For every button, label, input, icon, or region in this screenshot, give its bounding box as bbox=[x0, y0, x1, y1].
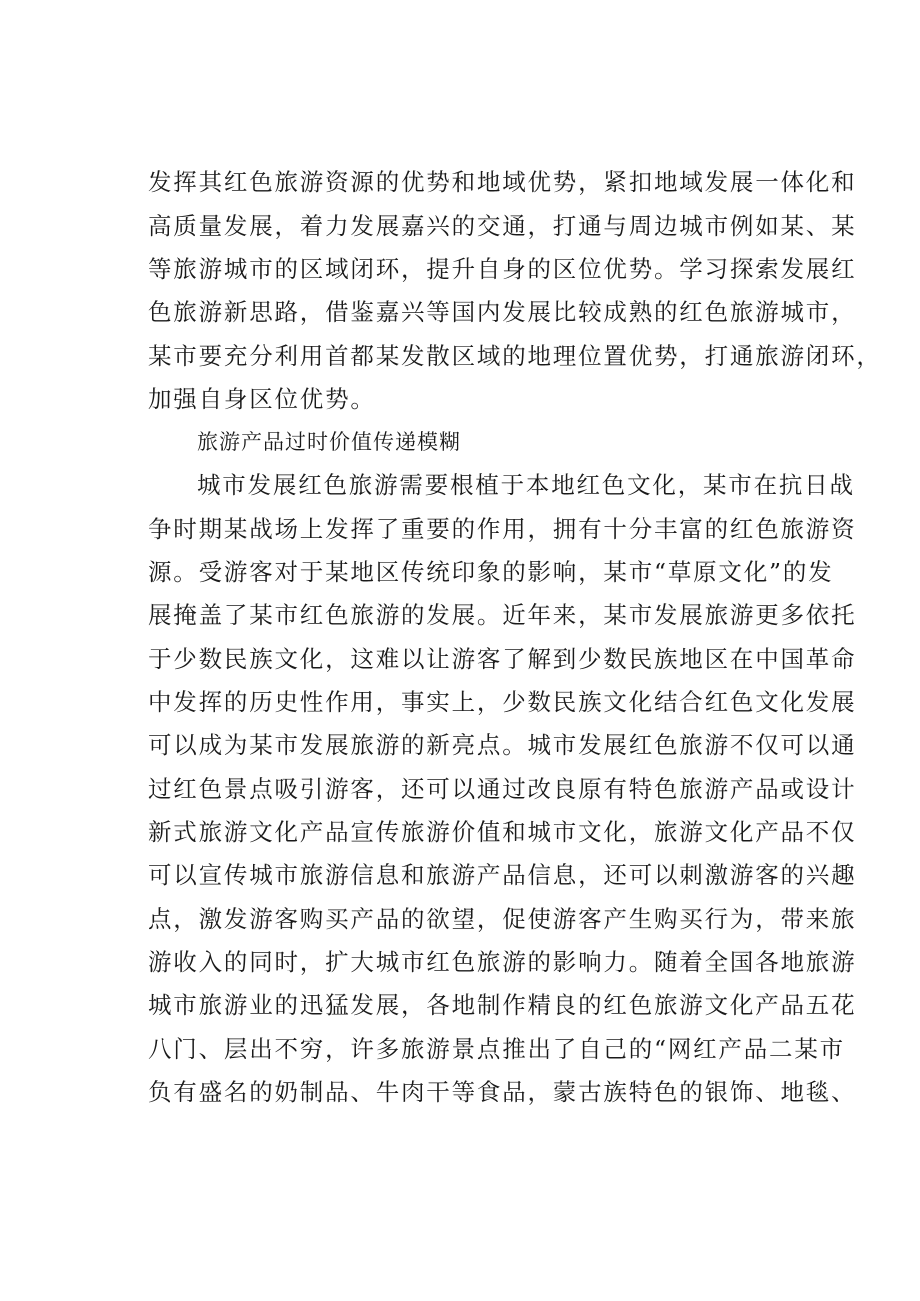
paragraph-1-line: 高质量发展，着力发展嘉兴的交通，打通与周边城市例如某、某 bbox=[148, 212, 857, 240]
paragraph-2-line: 新式旅游文化产品宣传旅游价值和城市文化，旅游文化产品不仅 bbox=[148, 818, 857, 846]
paragraph-2-line: 城市旅游业的迅猛发展，各地制作精良的红色旅游文化产品五花 bbox=[148, 991, 857, 1019]
paragraph-1-line: 色旅游新思路，借鉴嘉兴等国内发展比较成熟的红色旅游城市， bbox=[148, 298, 857, 326]
paragraph-2-line: 城市发展红色旅游需要根植于本地红色文化，某市在抗日战 bbox=[197, 471, 855, 499]
paragraph-2-line: 可以成为某市发展旅游的新亮点。城市发展红色旅游不仅可以通 bbox=[148, 731, 857, 759]
paragraph-1-line: 加强自身区位优势。 bbox=[148, 385, 376, 413]
paragraph-1-line: 某市要充分利用首都某发散区域的地理位置优势，打通旅游闭环， bbox=[148, 342, 882, 370]
paragraph-2-line: 过红色景点吸引游客，还可以通过改良原有特色旅游产品或设计 bbox=[148, 775, 857, 803]
paragraph-2-line: 游收入的同时，扩大城市红色旅游的影响力。随着全国各地旅游 bbox=[148, 948, 857, 976]
paragraph-1-line: 等旅游城市的区域闭环，提升自身的区位优势。学习探索发展红 bbox=[148, 255, 857, 283]
paragraph-2-line: 展掩盖了某市红色旅游的发展。近年来，某市发展旅游更多依托 bbox=[148, 601, 857, 629]
paragraph-2-line: 源。受游客对于某地区传统印象的影响，某市“草原文化”的发 bbox=[148, 558, 834, 586]
paragraph-2-line: 中发挥的历史性作用，事实上，少数民族文化结合红色文化发展 bbox=[148, 688, 857, 716]
paragraph-2-line: 点，激发游客购买产品的欲望，促使游客产生购买行为，带来旅 bbox=[148, 905, 857, 933]
paragraph-2-line: 争时期某战场上发挥了重要的作用，拥有十分丰富的红色旅游资 bbox=[148, 515, 857, 543]
section-heading: 旅游产品过时价值传递模糊 bbox=[197, 430, 461, 454]
paragraph-2-line: 可以宣传城市旅游信息和旅游产品信息，还可以刺激游客的兴趣 bbox=[148, 861, 857, 889]
paragraph-2-line: 八门、层出不穷，许多旅游景点推出了自己的“网红产品二某市 bbox=[148, 1035, 845, 1063]
paragraph-2-line: 于少数民族文化，这难以让游客了解到少数民族地区在中国革命 bbox=[148, 645, 857, 673]
paragraph-2-line: 负有盛名的奶制品、牛肉干等食品，蒙古族特色的银饰、地毯、 bbox=[148, 1078, 857, 1106]
paragraph-1-line: 发挥其红色旅游资源的优势和地域优势，紧扣地域发展一体化和 bbox=[148, 168, 857, 196]
